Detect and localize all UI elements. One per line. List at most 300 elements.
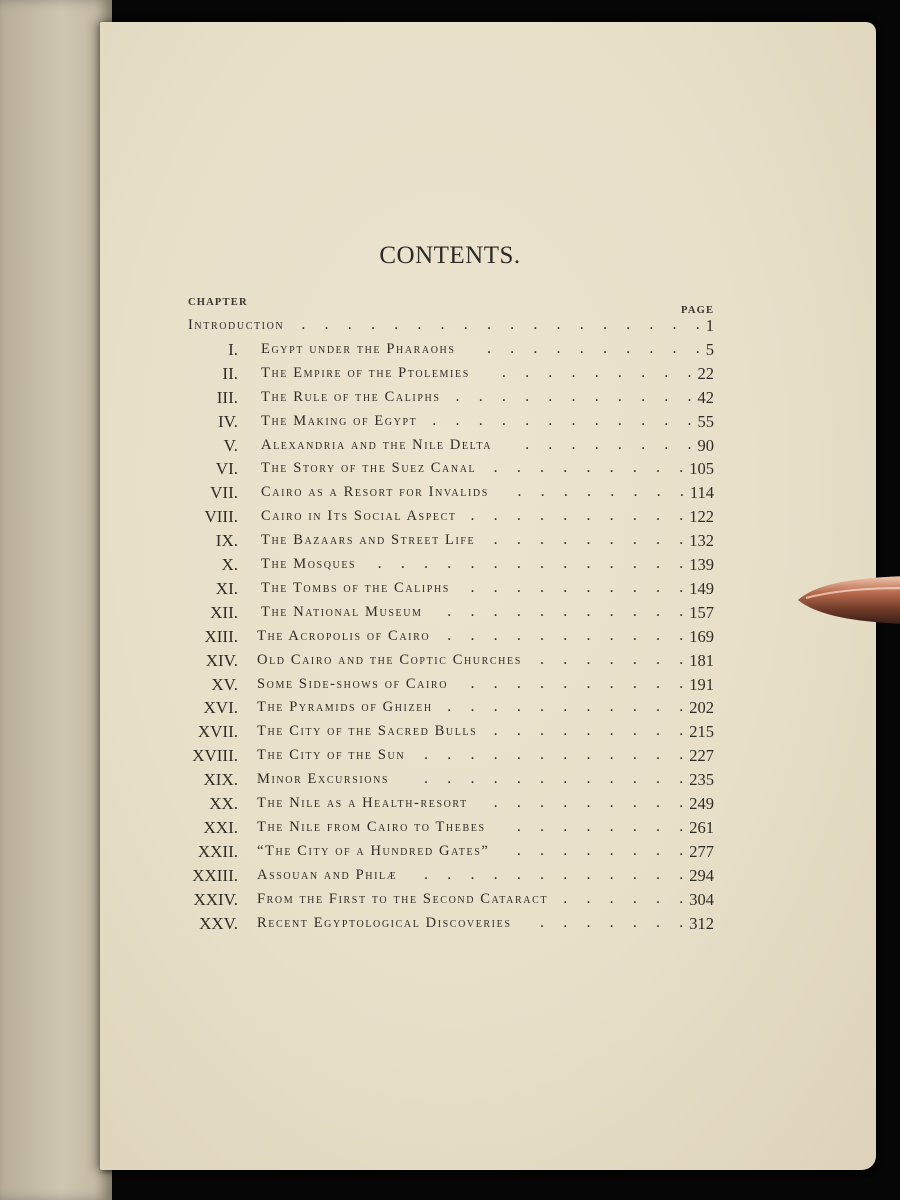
chapter-title: The Acropolis of Cairo <box>257 627 431 644</box>
page-number: 5 <box>705 339 714 359</box>
toc-entry <box>0 818 900 842</box>
leader-dot: . <box>609 770 614 788</box>
leader-dot: . <box>563 650 568 668</box>
leader-dot: . <box>563 841 568 859</box>
leader-dot: . <box>540 626 545 644</box>
chapter-number: II. <box>222 363 238 383</box>
leader-dot: . <box>609 459 614 477</box>
chapter-title: The City of the Sacred Bulls <box>257 723 478 740</box>
leader-dot: . <box>540 555 545 572</box>
leader-dot: . <box>563 698 568 716</box>
chapter-number: XX. <box>209 794 238 813</box>
chapter-number: X. <box>221 555 238 574</box>
leader-dot: . <box>563 531 568 549</box>
leader-dot: . <box>656 578 661 596</box>
leader-dot: . <box>609 889 614 907</box>
leader-dot: . <box>609 794 614 811</box>
leader-dot: . <box>586 722 591 740</box>
chapter-title: Cairo in Its Social Aspect <box>261 508 457 525</box>
leader-dot: . <box>540 483 545 501</box>
chapter-number: IX. <box>215 531 238 551</box>
chapter-number: XXIII. <box>192 865 238 885</box>
leader-dot: . <box>493 698 498 716</box>
leader-dot: . <box>556 339 561 357</box>
leader-dot: . <box>586 674 591 692</box>
leader-dot: . <box>609 841 614 859</box>
leader-dot: . <box>672 316 677 333</box>
leader-dot: . <box>586 507 591 525</box>
page-number: 132 <box>689 531 714 551</box>
toc-entry <box>0 579 900 603</box>
leader-dot: . <box>516 674 521 692</box>
leader-dot: . <box>594 387 599 405</box>
leader-dot: . <box>563 889 568 907</box>
chapter-title: Some Side-shows of Cairo <box>257 675 449 692</box>
leader-dot: . <box>501 363 506 381</box>
leader-dot: . <box>609 674 614 692</box>
chapter-title: The Rule of the Caliphs <box>261 388 441 405</box>
leader-dot: . <box>440 316 445 333</box>
leader-dot: . <box>587 483 592 501</box>
leader-dot: . <box>632 770 637 788</box>
leader-dot: . <box>563 459 568 477</box>
toc-entry <box>0 459 900 483</box>
leader-dot: . <box>548 363 553 381</box>
leader-dot: . <box>632 698 637 716</box>
leader-dot: . <box>540 794 545 811</box>
chapter-number: XIX. <box>203 770 238 790</box>
leader-dot: . <box>664 435 669 453</box>
leader-dot: . <box>470 674 475 692</box>
toc-entry <box>0 388 900 412</box>
page-number: 235 <box>689 770 714 790</box>
leader-dot: . <box>493 722 498 740</box>
leader-dot: . <box>579 316 584 333</box>
leader-dot: . <box>609 746 614 764</box>
leader-dot: . <box>548 387 553 405</box>
leader-dot: . <box>664 411 669 429</box>
leader-dot: . <box>679 483 684 501</box>
leader-dot: . <box>609 555 614 572</box>
toc-entry <box>0 316 900 340</box>
leader-dot: . <box>548 435 553 453</box>
leader-dot: . <box>579 339 584 357</box>
toc-entry <box>0 436 900 460</box>
leader-dot: . <box>347 316 352 333</box>
leader-dot: . <box>586 841 591 859</box>
page-number: 90 <box>697 435 714 455</box>
leader-dot: . <box>324 316 329 333</box>
chapter-number: XXV. <box>199 913 238 933</box>
leader-dot: . <box>516 698 521 716</box>
leader-dot: . <box>586 626 591 644</box>
leader-dot: . <box>563 674 568 692</box>
leader-dot: . <box>679 865 684 883</box>
chapter-title: The Mosques <box>261 556 357 572</box>
leader-dot: . <box>540 913 545 931</box>
leader-dot: . <box>493 555 498 572</box>
leader-dot: . <box>394 316 399 333</box>
leader-dot: . <box>632 507 637 525</box>
leader-dot: . <box>656 626 661 644</box>
leader-dot: . <box>377 555 382 572</box>
chapter-number: XXIV. <box>193 889 238 909</box>
leader-dot: . <box>656 507 661 525</box>
page-number: 157 <box>689 602 714 622</box>
toc-entry <box>0 364 900 388</box>
leader-dot: . <box>516 555 521 572</box>
page-number: 114 <box>689 483 714 503</box>
leader-dot: . <box>470 770 475 788</box>
toc-entry <box>0 627 900 651</box>
leader-dot: . <box>493 770 498 788</box>
leader-dot: . <box>679 578 684 596</box>
leader-dot: . <box>470 578 475 596</box>
page-number: 169 <box>689 626 714 646</box>
leader-dot: . <box>586 531 591 549</box>
chapter-number: XXI. <box>203 817 238 837</box>
leader-dot: . <box>641 435 646 453</box>
leader-dot: . <box>516 817 521 835</box>
leader-dot: . <box>656 674 661 692</box>
page-number: 139 <box>689 555 714 574</box>
chapter-number: XII. <box>210 602 238 622</box>
leader-dot: . <box>656 865 661 883</box>
leader-dot: . <box>664 387 669 405</box>
leader-dot: . <box>610 483 615 501</box>
leader-dot: . <box>563 770 568 788</box>
leader-dot: . <box>563 865 568 883</box>
leader-dot: . <box>525 363 530 381</box>
leader-dot: . <box>664 363 669 381</box>
leader-dot: . <box>679 555 684 572</box>
leader-dot: . <box>609 650 614 668</box>
leader-dot: . <box>626 339 631 357</box>
leader-dot: . <box>586 650 591 668</box>
leader-dot: . <box>679 794 684 811</box>
leader-dot: . <box>424 770 429 788</box>
leader-dot: . <box>586 889 591 907</box>
leader-dot: . <box>617 363 622 381</box>
chapter-title: Recent Egyptological Discoveries <box>257 914 512 931</box>
leader-dot: . <box>447 770 452 788</box>
leader-dot: . <box>632 459 637 477</box>
leader-dot: . <box>516 794 521 811</box>
leader-dot: . <box>687 363 692 381</box>
page-number: 105 <box>689 459 714 479</box>
leader-dot: . <box>510 339 515 357</box>
leader-dot: . <box>447 746 452 764</box>
leader-dot: . <box>424 555 429 572</box>
toc-entry <box>0 555 900 579</box>
leader-dot: . <box>679 913 684 931</box>
leader-dot: . <box>656 459 661 477</box>
leader-dot: . <box>571 411 576 429</box>
chapter-title: From the First to the Second Cataract <box>257 890 549 907</box>
leader-dot: . <box>632 674 637 692</box>
contents-title: CONTENTS. <box>379 242 521 269</box>
leader-dot: . <box>563 626 568 644</box>
leader-dot: . <box>470 555 475 572</box>
leader-dot: . <box>633 483 638 501</box>
page-number: 202 <box>689 698 714 718</box>
chapter-title: Cairo as a Resort for Invalids <box>261 484 489 501</box>
leader-dot: . <box>617 411 622 429</box>
leader-dot: . <box>516 578 521 596</box>
leader-dot: . <box>516 865 521 883</box>
chapter-title: The Tombs of the Caliphs <box>261 579 450 596</box>
leader-dot: . <box>656 555 661 572</box>
chapter-number: I. <box>228 339 238 359</box>
leader-dot: . <box>540 865 545 883</box>
chapter-title: The Empire of the Ptolemies <box>261 364 470 381</box>
toc-entry <box>0 770 900 794</box>
leader-dot: . <box>301 316 306 333</box>
leader-dot: . <box>400 555 405 572</box>
toc-entry <box>0 507 900 531</box>
leader-dot: . <box>486 316 491 333</box>
leader-dot: . <box>563 578 568 596</box>
toc-entry <box>0 746 900 770</box>
leader-dot: . <box>478 387 483 405</box>
leader-dot: . <box>516 531 521 549</box>
leader-dot: . <box>679 817 684 835</box>
chapter-title: The Story of the Suez Canal <box>261 460 477 477</box>
leader-dot: . <box>656 841 661 859</box>
leader-dot: . <box>632 626 637 644</box>
toc-entry <box>0 866 900 890</box>
leader-dot: . <box>649 339 654 357</box>
toc-entry <box>0 722 900 746</box>
leader-dot: . <box>641 411 646 429</box>
leader-dot: . <box>656 770 661 788</box>
leader-dot: . <box>525 411 530 429</box>
leader-dot: . <box>609 578 614 596</box>
toc-entry <box>0 675 900 699</box>
leader-dot: . <box>609 865 614 883</box>
chapter-number: V. <box>223 435 238 455</box>
leader-dot: . <box>516 722 521 740</box>
leader-dot: . <box>563 555 568 572</box>
leader-dot: . <box>586 913 591 931</box>
leader-dot: . <box>649 316 654 333</box>
leader-dot: . <box>679 841 684 859</box>
leader-dot: . <box>594 363 599 381</box>
leader-dot: . <box>656 913 661 931</box>
leader-dot: . <box>632 841 637 859</box>
page-number: 312 <box>689 913 714 933</box>
leader-dot: . <box>493 507 498 525</box>
leader-dot: . <box>563 794 568 811</box>
leader-dot: . <box>540 459 545 477</box>
leader-dot: . <box>602 316 607 333</box>
leader-dot: . <box>571 363 576 381</box>
leader-dot: . <box>679 626 684 644</box>
leader-dot: . <box>516 602 521 620</box>
leader-dot: . <box>540 507 545 525</box>
leader-dot: . <box>493 746 498 764</box>
leader-dot: . <box>563 817 568 835</box>
leader-dot: . <box>516 626 521 644</box>
chapter-number: XI. <box>215 578 238 598</box>
leader-dot: . <box>586 459 591 477</box>
leader-dot: . <box>493 865 498 883</box>
chapter-column-header: CHAPTER <box>188 297 248 308</box>
leader-dot: . <box>563 602 568 620</box>
leader-dot: . <box>632 817 637 835</box>
leader-dot: . <box>540 746 545 764</box>
page-number: 249 <box>689 794 714 813</box>
leader-dot: . <box>470 507 475 525</box>
leader-dot: . <box>370 316 375 333</box>
leader-dot: . <box>656 698 661 716</box>
leader-dot: . <box>556 316 561 333</box>
leader-dot: . <box>463 316 468 333</box>
page-column-header: PAGE <box>681 305 715 316</box>
leader-dot: . <box>632 602 637 620</box>
leader-dot: . <box>563 722 568 740</box>
leader-dot: . <box>563 746 568 764</box>
leader-dot: . <box>540 770 545 788</box>
leader-dot: . <box>641 387 646 405</box>
leader-dot: . <box>493 626 498 644</box>
chapter-number: XIII. <box>204 626 238 646</box>
leader-dot: . <box>586 770 591 788</box>
leader-dot: . <box>470 626 475 644</box>
leader-dot: . <box>679 746 684 764</box>
page-number: 304 <box>689 889 714 909</box>
leader-dot: . <box>656 483 661 501</box>
leader-dot: . <box>679 650 684 668</box>
leader-dot: . <box>641 363 646 381</box>
leader-dot: . <box>493 531 498 549</box>
chapter-number: III. <box>216 387 238 407</box>
chapter-number: XIV. <box>205 650 238 670</box>
leader-dot: . <box>470 602 475 620</box>
page-number: 122 <box>689 507 714 527</box>
leader-dot: . <box>447 698 452 716</box>
leader-dot: . <box>609 626 614 644</box>
leader-dot: . <box>540 531 545 549</box>
leader-dot: . <box>516 746 521 764</box>
chapter-number: XXII. <box>197 841 238 861</box>
leader-dot: . <box>632 865 637 883</box>
chapter-title: The National Museum <box>261 603 423 620</box>
leader-dot: . <box>656 889 661 907</box>
leader-dot: . <box>656 794 661 811</box>
leader-dot: . <box>548 411 553 429</box>
leader-dot: . <box>687 387 692 405</box>
leader-dot: . <box>447 626 452 644</box>
leader-dot: . <box>586 578 591 596</box>
leader-dot: . <box>478 411 483 429</box>
leader-dot: . <box>656 746 661 764</box>
leader-dot: . <box>656 817 661 835</box>
leader-dot: . <box>510 316 515 333</box>
leader-dot: . <box>447 602 452 620</box>
leader-dot: . <box>602 339 607 357</box>
leader-dot: . <box>586 817 591 835</box>
chapter-title: The Nile as a Health-resort <box>257 795 468 811</box>
page-number: 42 <box>697 387 714 407</box>
leader-dot: . <box>626 316 631 333</box>
leader-dot: . <box>417 316 422 333</box>
leader-dot: . <box>540 722 545 740</box>
toc-entry <box>0 890 900 914</box>
page-number: 55 <box>697 411 714 431</box>
toc-entry <box>0 698 900 722</box>
leader-dot: . <box>470 698 475 716</box>
leader-dot: . <box>563 483 568 501</box>
leader-dot: . <box>679 459 684 477</box>
page-number: 261 <box>689 817 714 837</box>
leader-dot: . <box>540 602 545 620</box>
leader-dot: . <box>679 889 684 907</box>
chapter-title: Alexandria and the Nile Delta <box>261 436 493 453</box>
leader-dot: . <box>672 339 677 357</box>
leader-dot: . <box>516 770 521 788</box>
leader-dot: . <box>632 650 637 668</box>
page-number: 277 <box>689 841 714 861</box>
toc-entry <box>0 531 900 555</box>
chapter-number: XVII. <box>197 722 238 742</box>
chapter-number: VIII. <box>204 507 238 527</box>
leader-dot: . <box>632 913 637 931</box>
leader-dot: . <box>525 387 530 405</box>
page-number: 215 <box>689 722 714 742</box>
page-number: 22 <box>697 363 714 383</box>
chapter-title: Minor Excursions <box>257 771 390 788</box>
leader-dot: . <box>516 459 521 477</box>
leader-dot: . <box>632 578 637 596</box>
leader-dot: . <box>516 507 521 525</box>
leader-dot: . <box>656 602 661 620</box>
leader-dot: . <box>617 387 622 405</box>
chapter-title: The Pyramids of Ghizeh <box>257 699 433 716</box>
leader-dot: . <box>632 531 637 549</box>
leader-dot: . <box>687 435 692 453</box>
leader-dot: . <box>424 865 429 883</box>
leader-dot: . <box>679 602 684 620</box>
leader-dot: . <box>493 459 498 477</box>
leader-dot: . <box>609 913 614 931</box>
toc-entry <box>0 412 900 436</box>
leader-dot: . <box>540 674 545 692</box>
chapter-title: The Nile from Cairo to Thebes <box>257 818 486 835</box>
leader-dot: . <box>679 531 684 549</box>
page-number: 191 <box>689 674 714 694</box>
leader-dot: . <box>447 865 452 883</box>
leader-dot: . <box>455 411 460 429</box>
leader-dot: . <box>679 698 684 716</box>
leader-dot: . <box>632 555 637 572</box>
leader-dot: . <box>525 435 530 453</box>
leader-dot: . <box>617 435 622 453</box>
leader-dot: . <box>609 531 614 549</box>
chapter-number: VI. <box>215 459 238 479</box>
leader-dot: . <box>493 794 498 811</box>
toc-entry <box>0 914 900 938</box>
leader-dot: . <box>679 722 684 740</box>
leader-dot: . <box>563 913 568 931</box>
leader-dot: . <box>679 674 684 692</box>
page-number: 1 <box>705 316 714 335</box>
leader-dot: . <box>563 507 568 525</box>
leader-dot: . <box>586 602 591 620</box>
chapter-number: XVIII. <box>192 746 238 766</box>
leader-dot: . <box>586 746 591 764</box>
leader-dot: . <box>470 746 475 764</box>
